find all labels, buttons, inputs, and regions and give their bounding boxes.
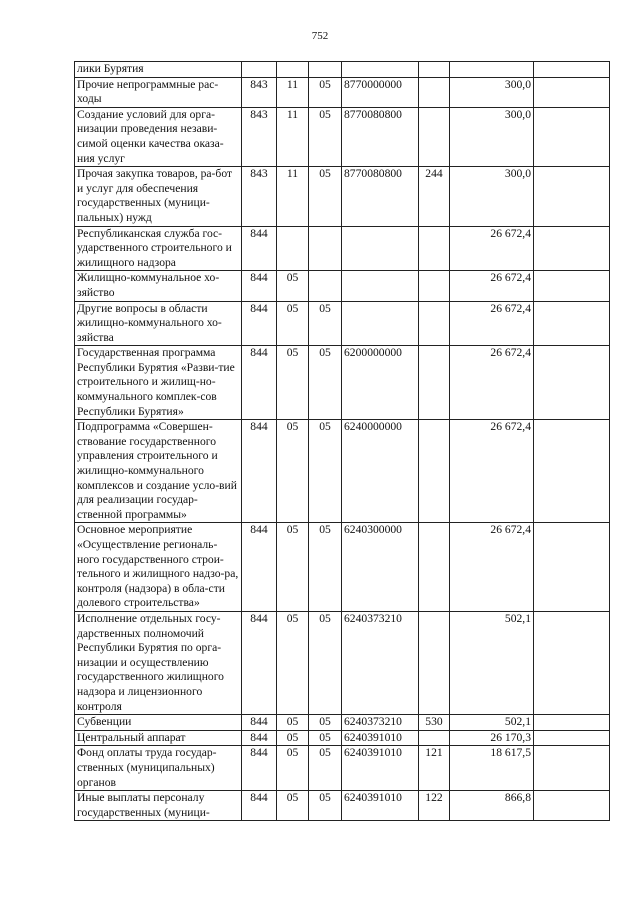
row-name-cell: Центральный аппарат	[75, 730, 242, 746]
subsection-code-cell	[309, 271, 342, 301]
expense-type-cell	[419, 77, 450, 107]
table-row	[75, 420, 610, 523]
extra-cell	[534, 730, 610, 746]
row-name-cell: Прочая закупка товаров, ра-бот и услуг для обеспечения государственных (муници-пальных) нужд	[75, 167, 242, 226]
target-article-cell: 6240391010	[342, 730, 419, 746]
row-name-cell: лики Бурятия	[75, 62, 242, 78]
amount-cell	[450, 62, 534, 78]
target-article-cell: 6240300000	[342, 523, 419, 612]
subsection-code-cell: 05	[309, 301, 342, 346]
target-article-cell: 6200000000	[342, 346, 419, 420]
amount-cell: 26 672,4	[450, 226, 534, 271]
department-code-cell: 843	[242, 167, 277, 226]
extra-cell	[534, 226, 610, 271]
department-code-cell	[242, 62, 277, 78]
section-code-cell: 05	[277, 746, 309, 791]
extra-cell	[534, 791, 610, 821]
subsection-code-cell: 05	[309, 346, 342, 420]
department-code-cell: 844	[242, 301, 277, 346]
table-row	[75, 346, 610, 420]
section-code-cell: 05	[277, 271, 309, 301]
extra-cell	[534, 420, 610, 523]
extra-cell	[534, 346, 610, 420]
target-article-cell: 8770080800	[342, 167, 419, 226]
table-row	[75, 77, 610, 107]
subsection-code-cell: 05	[309, 420, 342, 523]
amount-cell: 300,0	[450, 107, 534, 166]
row-name-cell: Подпрограмма «Совершен-ствование государственного управления строительного и жилищно-коммунального комплексов и создание усло-вий для реализации государ-ственной программы»	[75, 420, 242, 523]
table-row	[75, 730, 610, 746]
row-name-cell: Иные выплаты персоналу государственных (муници-	[75, 791, 242, 821]
section-code-cell: 11	[277, 107, 309, 166]
row-name-cell: Другие вопросы в области жилищно-коммунального хо-зяйства	[75, 301, 242, 346]
table-row	[75, 715, 610, 731]
department-code-cell: 844	[242, 271, 277, 301]
amount-cell: 300,0	[450, 167, 534, 226]
amount-cell: 502,1	[450, 715, 534, 731]
target-article-cell: 6240000000	[342, 420, 419, 523]
subsection-code-cell	[309, 62, 342, 78]
amount-cell: 26 672,4	[450, 271, 534, 301]
amount-cell: 502,1	[450, 611, 534, 714]
row-name-cell: Республиканская служба гос-ударственного строительного и жилищного надзора	[75, 226, 242, 271]
row-name-cell: Исполнение отдельных госу-дарственных полномочий Республики Бурятия по орга-низации и осуществлению государственного жилищного надзора и лицензионного контроля	[75, 611, 242, 714]
target-article-cell	[342, 271, 419, 301]
section-code-cell	[277, 62, 309, 78]
table-row	[75, 62, 610, 78]
section-code-cell: 05	[277, 715, 309, 731]
target-article-cell: 8770080800	[342, 107, 419, 166]
department-code-cell: 844	[242, 523, 277, 612]
expense-type-cell	[419, 420, 450, 523]
expense-type-cell	[419, 301, 450, 346]
expense-type-cell: 244	[419, 167, 450, 226]
section-code-cell	[277, 226, 309, 271]
table-row	[75, 791, 610, 821]
extra-cell	[534, 107, 610, 166]
target-article-cell: 6240373210	[342, 715, 419, 731]
section-code-cell: 05	[277, 730, 309, 746]
department-code-cell: 844	[242, 226, 277, 271]
extra-cell	[534, 746, 610, 791]
department-code-cell: 843	[242, 107, 277, 166]
extra-cell	[534, 271, 610, 301]
amount-cell: 18 617,5	[450, 746, 534, 791]
page-number: 752	[311, 30, 329, 42]
subsection-code-cell: 05	[309, 730, 342, 746]
target-article-cell: 6240391010	[342, 746, 419, 791]
subsection-code-cell: 05	[309, 167, 342, 226]
subsection-code-cell: 05	[309, 77, 342, 107]
table-row	[75, 271, 610, 301]
expense-type-cell	[419, 62, 450, 78]
expense-type-cell	[419, 523, 450, 612]
target-article-cell: 8770000000	[342, 77, 419, 107]
amount-cell: 26 672,4	[450, 523, 534, 612]
section-code-cell: 05	[277, 346, 309, 420]
expense-type-cell	[419, 226, 450, 271]
department-code-cell: 843	[242, 77, 277, 107]
expense-type-cell	[419, 611, 450, 714]
department-code-cell: 844	[242, 611, 277, 714]
table-row	[75, 107, 610, 166]
table-row	[75, 523, 610, 612]
subsection-code-cell: 05	[309, 611, 342, 714]
row-name-cell: Фонд оплаты труда государ-ственных (муниципальных) органов	[75, 746, 242, 791]
subsection-code-cell: 05	[309, 107, 342, 166]
extra-cell	[534, 715, 610, 731]
row-name-cell: Субвенции	[75, 715, 242, 731]
table-row	[75, 611, 610, 714]
department-code-cell: 844	[242, 420, 277, 523]
extra-cell	[534, 167, 610, 226]
expense-type-cell	[419, 346, 450, 420]
department-code-cell: 844	[242, 746, 277, 791]
department-code-cell: 844	[242, 715, 277, 731]
extra-cell	[534, 611, 610, 714]
amount-cell: 26 170,3	[450, 730, 534, 746]
expense-type-cell	[419, 107, 450, 166]
department-code-cell: 844	[242, 346, 277, 420]
table-row	[75, 746, 610, 791]
amount-cell: 26 672,4	[450, 420, 534, 523]
target-article-cell: 6240373210	[342, 611, 419, 714]
extra-cell	[534, 523, 610, 612]
subsection-code-cell: 05	[309, 746, 342, 791]
section-code-cell: 05	[277, 611, 309, 714]
expense-type-cell: 121	[419, 746, 450, 791]
department-code-cell: 844	[242, 791, 277, 821]
section-code-cell: 11	[277, 77, 309, 107]
subsection-code-cell: 05	[309, 791, 342, 821]
expense-type-cell	[419, 271, 450, 301]
section-code-cell: 05	[277, 301, 309, 346]
amount-cell: 26 672,4	[450, 301, 534, 346]
row-name-cell: Основное мероприятие «Осуществление региональ-ного государственного строи-тельного и жилищного надзо-ра, контроля (надзора) в обла-сти долевого строительства»	[75, 523, 242, 612]
extra-cell	[534, 77, 610, 107]
section-code-cell: 05	[277, 523, 309, 612]
row-name-cell: Прочие непрограммные рас-ходы	[75, 77, 242, 107]
budget-table	[74, 61, 610, 821]
table-row	[75, 167, 610, 226]
subsection-code-cell: 05	[309, 715, 342, 731]
amount-cell: 26 672,4	[450, 346, 534, 420]
subsection-code-cell	[309, 226, 342, 271]
row-name-cell: Создание условий для орга-низации проведения незави-симой оценки качества оказа-ния услуг	[75, 107, 242, 166]
extra-cell	[534, 301, 610, 346]
target-article-cell	[342, 62, 419, 78]
subsection-code-cell: 05	[309, 523, 342, 612]
table-row	[75, 301, 610, 346]
section-code-cell: 05	[277, 420, 309, 523]
target-article-cell	[342, 226, 419, 271]
amount-cell: 866,8	[450, 791, 534, 821]
expense-type-cell	[419, 730, 450, 746]
extra-cell	[534, 62, 610, 78]
table-row	[75, 226, 610, 271]
target-article-cell: 6240391010	[342, 791, 419, 821]
section-code-cell: 05	[277, 791, 309, 821]
section-code-cell: 11	[277, 167, 309, 226]
expense-type-cell: 530	[419, 715, 450, 731]
row-name-cell: Жилищно-коммунальное хо-зяйство	[75, 271, 242, 301]
row-name-cell: Государственная программа Республики Бурятия «Разви-тие строительного и жилищ-но-коммунального комплек-сов Республики Бурятия»	[75, 346, 242, 420]
department-code-cell: 844	[242, 730, 277, 746]
amount-cell: 300,0	[450, 77, 534, 107]
target-article-cell	[342, 301, 419, 346]
expense-type-cell: 122	[419, 791, 450, 821]
